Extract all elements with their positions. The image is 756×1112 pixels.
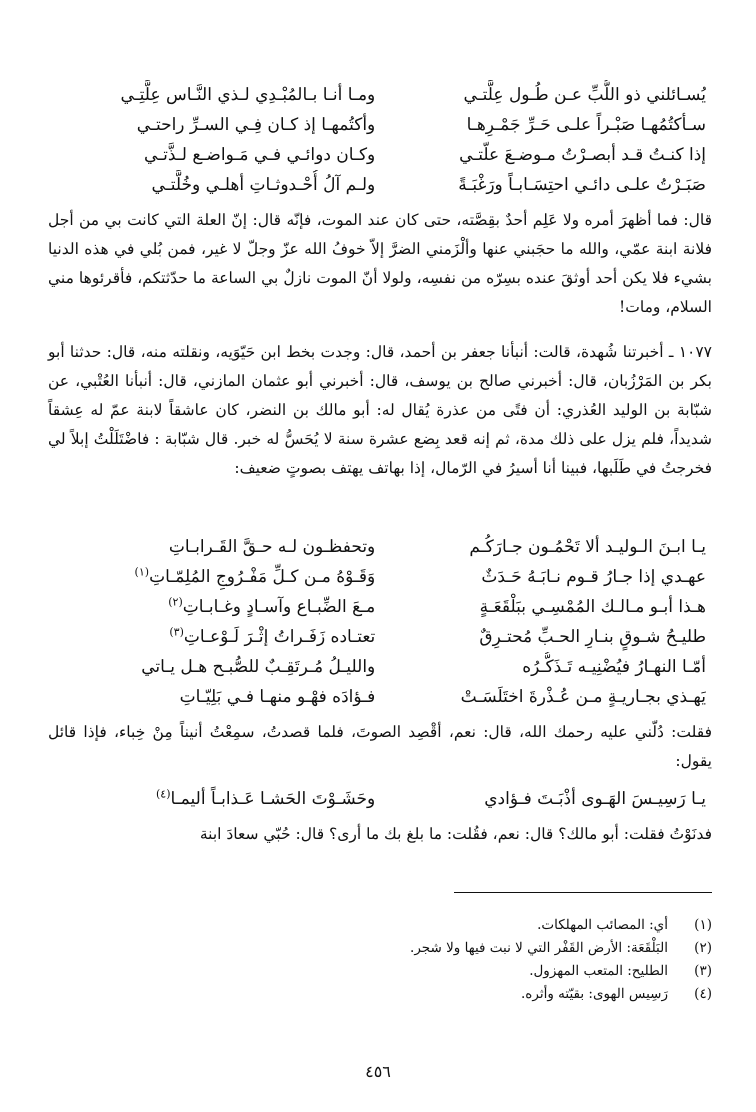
verse-first-hemistich: عهـدي إذا جـارُ قـوم نـابَـهُ حَـدَثٌ xyxy=(481,567,706,587)
paragraph-text: ١٠٧٧ ـ أخبرتنا شُهدة، قالت: أنبأنا جعفر بن أحمد، قال: وجدت بخط ابن حَيّوَيه، ونقلته منه، قال: حدثنا أبو بكر بن المَرْزُبان، قال: أخبرني صالح بن يوسف، قال: أخبرني أبو عثمان المازني، قال: أنبأنا العُتْبي، عن شبّابة بن الوليد العُذري: أن فتًى من عذرة يُقال له: أبو مالك بن النضر، كان عاشقاً لابنة عمّ له عِشقاً شديداً، فلم يزل على ذلك مدة، ثم إنه قعد بِضع عشرة سنة لا يُحَسُّ له خبر. قال شبّابة : فاضْتَلَلْتُ إبلاً لي فخرجتُ في طَلَبها، فبينا أنا أسيرُ في الرّمال، إذا بهاتف يهتف بصوتٍ ضعيف: xyxy=(48,343,712,477)
paragraph-1 xyxy=(48,206,712,322)
verse-line xyxy=(70,532,706,562)
verse-second-hemistich xyxy=(70,682,375,712)
footnote-item xyxy=(300,937,712,960)
verse-second-hemistich xyxy=(70,622,375,652)
footnote-ref: (٢) xyxy=(168,595,183,609)
footnotes xyxy=(300,914,712,1006)
verse-line xyxy=(70,80,706,110)
verse-line xyxy=(70,170,706,200)
verse-line xyxy=(70,592,706,622)
poem-3 xyxy=(70,784,706,814)
footnote-ref: (١) xyxy=(134,565,150,579)
footnote-divider xyxy=(454,892,712,893)
verse-first-hemistich: طليـحُ شـوقٍ بنـارِ الحـبِّ مُحتـرِقٌ xyxy=(479,627,706,647)
verse-first-hemistich: سـأكتُمُهـا صَبْـراً علـى حَـرِّ جَمْـرِهـا xyxy=(466,115,706,135)
verse-second-hemistich: وأكتُمهـا إذ كـان فِـي السـرِّ راحتـي xyxy=(136,115,376,135)
footnote-text: البَلْقَعَة: الأرض القَفْر التي لا نبت فيها ولا شجر. xyxy=(410,940,668,956)
footnote-item xyxy=(300,914,712,937)
footnote-ref: (٣) xyxy=(169,625,184,639)
verse-second-hemistich: ولـم آلُ أُحْـدوثـاتِ أهلـي وخُلَّتـي xyxy=(151,175,376,195)
hemistich-text: مـعَ الضِّبـاع وآسـادٍ وغـابـاتِ xyxy=(182,597,376,617)
verse-second-hemistich xyxy=(70,652,375,682)
hemistich-text: فـؤادَه فهْـو منهـا فـي بَلِيّـاتِ xyxy=(179,687,376,707)
paragraph-4 xyxy=(48,820,712,849)
page-number: ٤٥٦ xyxy=(365,1062,391,1081)
footnote-ref: (٤) xyxy=(156,787,171,801)
footnote-text: أي: المصائب المهلكات. xyxy=(537,917,668,933)
verse-second-hemistich xyxy=(70,592,375,622)
poem-1 xyxy=(70,80,706,200)
footnote-number: (٣) xyxy=(694,963,712,979)
verse-line xyxy=(70,784,706,814)
verse-first-hemistich: إذا كنـتُ قـد أبصـرْتُ مـوضـعَ علّتـي xyxy=(459,145,706,165)
verse-second-hemistich xyxy=(70,532,375,562)
footnote-number: (٢) xyxy=(694,940,712,956)
verse-line xyxy=(70,622,706,652)
verse-line xyxy=(70,682,706,712)
verse-line xyxy=(70,652,706,682)
footnote-item xyxy=(300,983,712,1006)
verse-first-hemistich: يَهـذي بجـاريـةٍ مـن عُـذْرةَ اختَلَسَـتْ xyxy=(460,687,706,707)
paragraph-2 xyxy=(48,338,712,483)
verse-second-hemistich: وكـان دوائـي فـي مَـواضـع لـذَّتـي xyxy=(144,145,376,165)
verse-first-hemistich: يُسـائلني ذو اللُّبِّ عـن طُـول عِلَّتـي xyxy=(463,85,706,105)
verse-first-hemistich: يـا ابـنَ الـوليـد ألا تَحْمُـون جـارَكُـم xyxy=(469,537,706,557)
verse-first-hemistich: هـذا أبـو مـالـك المُمْسِـي ببَلْقَعَـةٍ xyxy=(479,597,706,617)
footnote-number: (٤) xyxy=(694,986,712,1002)
paragraph-text: فدنَوْتُ فقلت: أبو مالك؟ قال: نعم، فقُلت: ما بلغ بك ما أرى؟ قال: حُبّي سعادَ ابنة xyxy=(199,825,712,843)
verse-first-hemistich: يـا رَسِيـسَ الهَـوى أذْبَـتَ فـؤادي xyxy=(484,789,706,809)
verse-second-hemistich xyxy=(70,562,375,592)
verse-line xyxy=(70,140,706,170)
paragraph-3 xyxy=(48,718,712,776)
paragraph-text: قال: فما أظهرَ أمره ولا عَلِم أحدٌ بقِصَّته، حتى كان عند الموت، فإنّه قال: إنّ العلة التي كانت بي من أجل فلانة ابنة عمّي، والله ما حجَبني عنها وألْزَمني الضرَّ إلاّ خوفُ الله عزّ وجلّ لا غير، فمن بُلي في هذه الدنيا بشيء فلا يكن أحد أوثقَ عنده بسِرّه من نفسِه، ولولا أنّ الموت نازلٌ بي الساعة ما حدّثتكم، فأقرئوها مني السلام، ومات! xyxy=(48,211,712,316)
hemistich-text: وتحفظـون لـه حـقَّ القَـرابـاتِ xyxy=(168,537,376,557)
footnote-text: رَسِيس الهوى: بقيّته وأثره. xyxy=(521,986,668,1002)
verse-second-hemistich: ومـا أنـا بـالمُبْـدِي لـذي النَّـاس عِلَّتِـي xyxy=(120,85,376,105)
hemistich-text: والليـلُ مُـرتَقِـبٌ للصُّبـح هـل يـاتي xyxy=(141,657,376,677)
verse-second-hemistich xyxy=(70,784,375,814)
poem-2 xyxy=(70,532,706,712)
paragraph-text: فقلت: دُلّني عليه رحمك الله، قال: نعم، أقْصِد الصوتَ، فلما قصدتُ، سمِعْتُ أنيناً مِنْ خِباء، فإذا قائل يقول: xyxy=(48,723,712,770)
hemistich-text: تعتـاده زَفَـراتُ إثْـرَ لَـوْعـاتِ xyxy=(183,627,376,647)
footnote-item xyxy=(300,960,712,983)
footnote-text: الطليح: المتعب المهزول. xyxy=(529,963,668,979)
hemistich-text: وحَشَـوْتَ الحَشـا عَـذابـاً أليمـا xyxy=(170,789,376,809)
verse-line xyxy=(70,110,706,140)
verse-first-hemistich: صَبَـرْتُ علـى دائـي احتِسَـابـاً ورَغْبَـةً xyxy=(458,175,706,195)
footnote-number: (١) xyxy=(694,917,712,933)
verse-first-hemistich: أمّـا النهـارُ فيُضْنِيـه تَـذَكُّـرُه xyxy=(522,657,706,677)
hemistich-text: وَقَـوْهُ مـن كـلِّ مَفْـرُوجِ المُلِمّـاتِ xyxy=(149,567,376,587)
verse-line xyxy=(70,562,706,592)
